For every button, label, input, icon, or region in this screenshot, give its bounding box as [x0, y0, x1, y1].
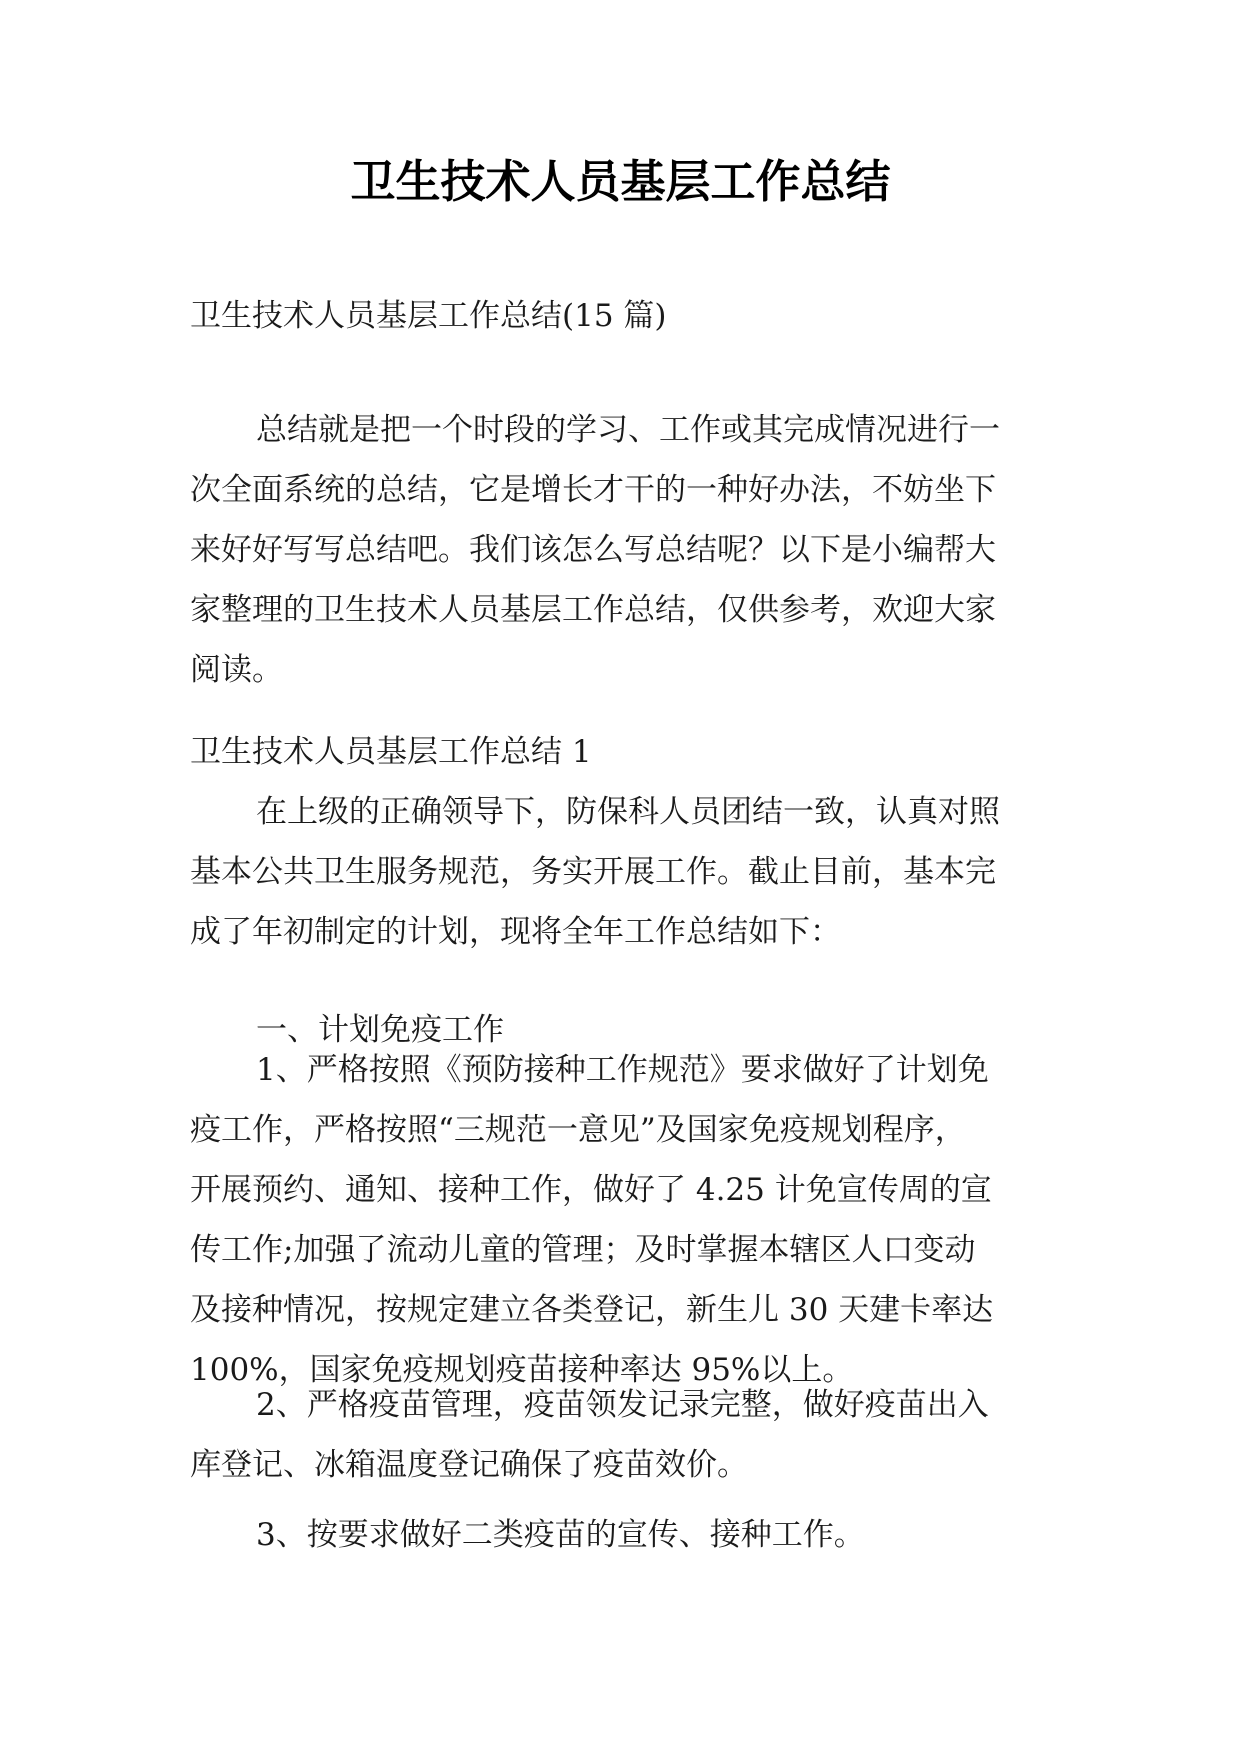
- paragraph-line: 及接种情况，按规定建立各类登记，新生儿 30 天建卡率达: [190, 1292, 994, 1328]
- paragraph-line: 传工作;加强了流动儿童的管理；及时掌握本辖区人口变动: [190, 1232, 976, 1268]
- paragraph-line: 疫工作，严格按照“三规范一意见”及国家免疫规划程序，: [190, 1112, 966, 1148]
- paragraph-line: 2、严格疫苗管理，疫苗领发记录完整，做好疫苗出入: [256, 1387, 989, 1423]
- paragraph-line: 1、严格按照《预防接种工作规范》要求做好了计划免: [256, 1052, 989, 1088]
- subsection-heading: 一、计划免疫工作: [256, 1012, 504, 1048]
- paragraph-line: 在上级的正确领导下，防保科人员团结一致，认真对照: [256, 794, 1000, 830]
- paragraph-line: 成了年初制定的计划，现将全年工作总结如下：: [190, 914, 841, 950]
- intro-line: 家整理的卫生技术人员基层工作总结，仅供参考，欢迎大家: [190, 592, 996, 628]
- intro-line: 阅读。: [190, 652, 283, 688]
- list-item-2: [190, 1375, 1060, 1495]
- paragraph-line: 3、按要求做好二类疫苗的宣传、接种工作。: [256, 1517, 865, 1553]
- intro-line: 总结就是把一个时段的学习、工作或其完成情况进行一: [256, 412, 1000, 448]
- paragraph-line: 库登记、冰箱温度登记确保了疫苗效价。: [190, 1447, 748, 1483]
- document-title: 卫生技术人员基层工作总结: [350, 155, 891, 208]
- intro-line: 次全面系统的总结，它是增长才干的一种好办法，不妨坐下: [190, 472, 996, 508]
- intro-paragraph: [190, 400, 1060, 700]
- intro-line: 来好好写写总结吧。我们该怎么写总结呢？以下是小编帮大: [190, 532, 996, 568]
- document-subtitle: 卫生技术人员基层工作总结(15 篇): [190, 298, 667, 334]
- section-heading: 卫生技术人员基层工作总结 1: [190, 734, 592, 770]
- list-item-1: [190, 1040, 1060, 1400]
- paragraph-line: 100%，国家免疫规划疫苗接种率达 95%以上。: [190, 1352, 854, 1388]
- list-item-3: [190, 1505, 1060, 1565]
- paragraph-line: 开展预约、通知、接种工作，做好了 4.25 计免宣传周的宣: [190, 1172, 992, 1208]
- section-paragraph: [190, 782, 1060, 962]
- paragraph-line: 基本公共卫生服务规范，务实开展工作。截止目前，基本完: [190, 854, 996, 890]
